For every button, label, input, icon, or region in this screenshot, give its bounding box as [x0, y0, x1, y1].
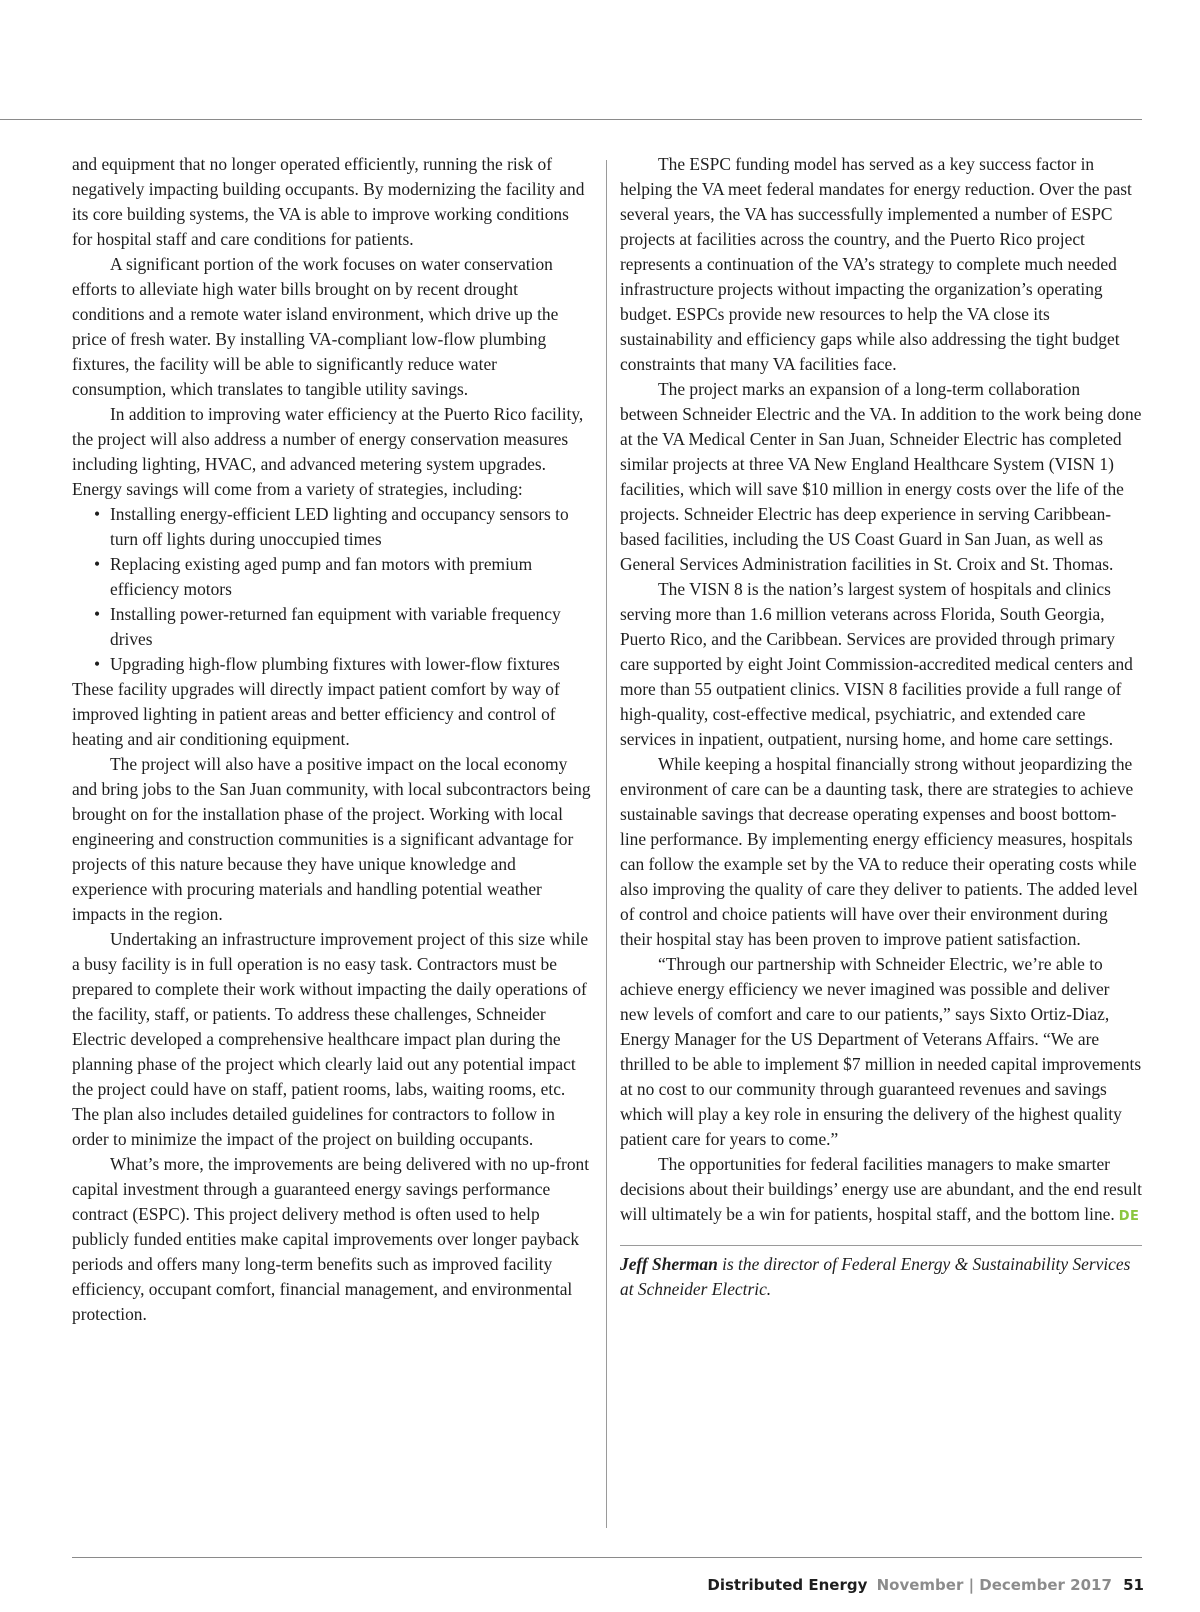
left-paragraph-5: The project will also have a positive impact on the local economy and bring jobs to the San Juan community, with local subcontractors being brought on for the installation phase of the project. Working with local engineering and construction communities is a significant advantage for projects of this nature because they have unique knowledge and experience with procuring materials and handling potential weather impacts in the region.: [72, 754, 591, 924]
bio-rule: [620, 1245, 1142, 1246]
right-paragraph-1: The ESPC funding model has served as a key success factor in helping the VA meet federal mandates for energy reduction. Over the past several years, the VA has successfully implemented a number of ESPC projects at facilities across the country, and the Puerto Rico project represents a continuation of the VA’s strategy to complete much needed infrastructure projects without impacting the organization’s operating budget. ESPCs provide new resources to help the VA close its sustainability and efficiency gaps while also addressing the tight budget constraints that many VA facilities face.: [620, 154, 1132, 374]
publication-name: Distributed Energy: [707, 1576, 868, 1594]
page-footer: [707, 1576, 1144, 1594]
left-column: [72, 152, 592, 1327]
left-paragraph-3: In addition to improving water efficiency at the Puerto Rico facility, the project will also address a number of energy conservation measures including lighting, HVAC, and advanced metering system upgrades. Energy savings will come from a variety of strategies, including:: [72, 404, 584, 499]
bullet-item: • Replacing existing aged pump and fan motors with premium efficiency motors: [110, 552, 592, 602]
right-paragraph-4: While keeping a hospital financially strong without jeopardizing the environment of care can be a daunting task, there are strategies to achieve sustainable savings that decrease operating expenses and boost bottom-line performance. By implementing energy efficiency measures, hospitals can follow the example set by the VA to reduce their operating costs while also improving the quality of care they deliver to patients. The added level of control and choice patients will have over their environment during their hospital stay has been proven to improve patient satisfaction.: [620, 754, 1138, 949]
right-paragraph-3: The VISN 8 is the nation’s largest system of hospitals and clinics serving more than 1.6 million veterans across Florida, South Georgia, Puerto Rico, and the Caribbean. Services are provided through primary care supported by eight Joint Commission-accredited medical centers and more than 55 outpatient clinics. VISN 8 facilities provide a full range of high-quality, cost-effective medical, psychiatric, and extended care services in inpatient, outpatient, nursing home, and home care settings.: [620, 579, 1133, 749]
author-bio-text: is the director of Federal Energy & Sustainability Services at Schneider Electric.: [620, 1254, 1131, 1299]
strategy-bullet-list: [72, 502, 592, 677]
bullet-item: • Installing power-returned fan equipment with variable frequency drives: [110, 602, 592, 652]
de-end-mark: DE: [1118, 1209, 1140, 1224]
author-bio: [620, 1252, 1142, 1302]
issue-date: November | December 2017: [876, 1576, 1112, 1594]
right-column: [620, 152, 1142, 1302]
author-name: Jeff Sherman: [620, 1254, 718, 1274]
closing-paragraph-text: The opportunities for federal facilities managers to make smarter decisions about their buildings’ energy use are abundant, and the end result will ultimately be a win for patients, hospital staff, and the bottom line.: [620, 1154, 1142, 1224]
left-paragraph-2: A significant portion of the work focuses on water conservation efforts to alleviate high water bills brought on by recent drought conditions and a remote water island environment, which drive up the price of fresh water. By installing VA-compliant low-flow plumbing fixtures, the facility will be able to significantly reduce water consumption, which translates to tangible utility savings.: [72, 254, 559, 399]
left-paragraph-7: What’s more, the improvements are being delivered with no up-front capital investment through a guaranteed energy savings performance contract (ESPC). This project delivery method is often used to help publicly funded entities make capital improvements over longer payback periods and offers many long-term benefits such as improved facility efficiency, occupant comfort, financial management, and environmental protection.: [72, 1154, 590, 1324]
bottom-rule: [72, 1557, 1142, 1558]
bullet-item: • Upgrading high-flow plumbing fixtures with lower-flow fixtures: [110, 652, 592, 677]
left-paragraph-4: These facility upgrades will directly impact patient comfort by way of improved lighting in patient areas and better efficiency and control of heating and air conditioning equipment.: [72, 679, 560, 749]
right-paragraph-2: The project marks an expansion of a long-term collaboration between Schneider Electric and the VA. In addition to the work being done at the VA Medical Center in San Juan, Schneider Electric has completed similar projects at three VA New England Healthcare System (VISN 1) facilities, which will save $10 million in energy costs over the life of the projects. Schneider Electric has deep experience in serving Caribbean-based facilities, including the US Coast Guard in San Juan, as well as General Services Administration facilities in St. Croix and St. Thomas.: [620, 379, 1142, 574]
right-paragraph-6: [620, 1152, 1142, 1229]
bullet-item: • Installing energy-efficient LED lighting and occupancy sensors to turn off lights during unoccupied times: [110, 502, 592, 552]
top-rule: [0, 119, 1142, 120]
column-divider: [606, 160, 607, 1528]
left-paragraph-1: and equipment that no longer operated efficiently, running the risk of negatively impacting building occupants. By modernizing the facility and its core building systems, the VA is able to improve working conditions for hospital staff and care conditions for patients.: [72, 154, 585, 249]
right-paragraph-5: “Through our partnership with Schneider Electric, we’re able to achieve energy efficiency we never imagined was possible and deliver new levels of comfort and care to our patients,” says Sixto Ortiz-Diaz, Energy Manager for the US Department of Veterans Affairs. “We are thrilled to be able to implement $7 million in needed capital improvements at no cost to our community through guaranteed revenues and savings which will play a key role in ensuring the delivery of the highest quality patient care for years to come.”: [620, 954, 1142, 1149]
page-number: 51: [1123, 1576, 1144, 1594]
left-paragraph-6: Undertaking an infrastructure improvement project of this size while a busy facility is in full operation is no easy task. Contractors must be prepared to complete their work without impacting the daily operations of the facility, staff, or patients. To address these challenges, Schneider Electric developed a comprehensive healthcare impact plan during the planning phase of the project which clearly laid out any potential impact the project could have on staff, patient rooms, labs, waiting rooms, etc. The plan also includes detailed guidelines for contractors to follow in order to minimize the impact of the project on building occupants.: [72, 929, 589, 1149]
